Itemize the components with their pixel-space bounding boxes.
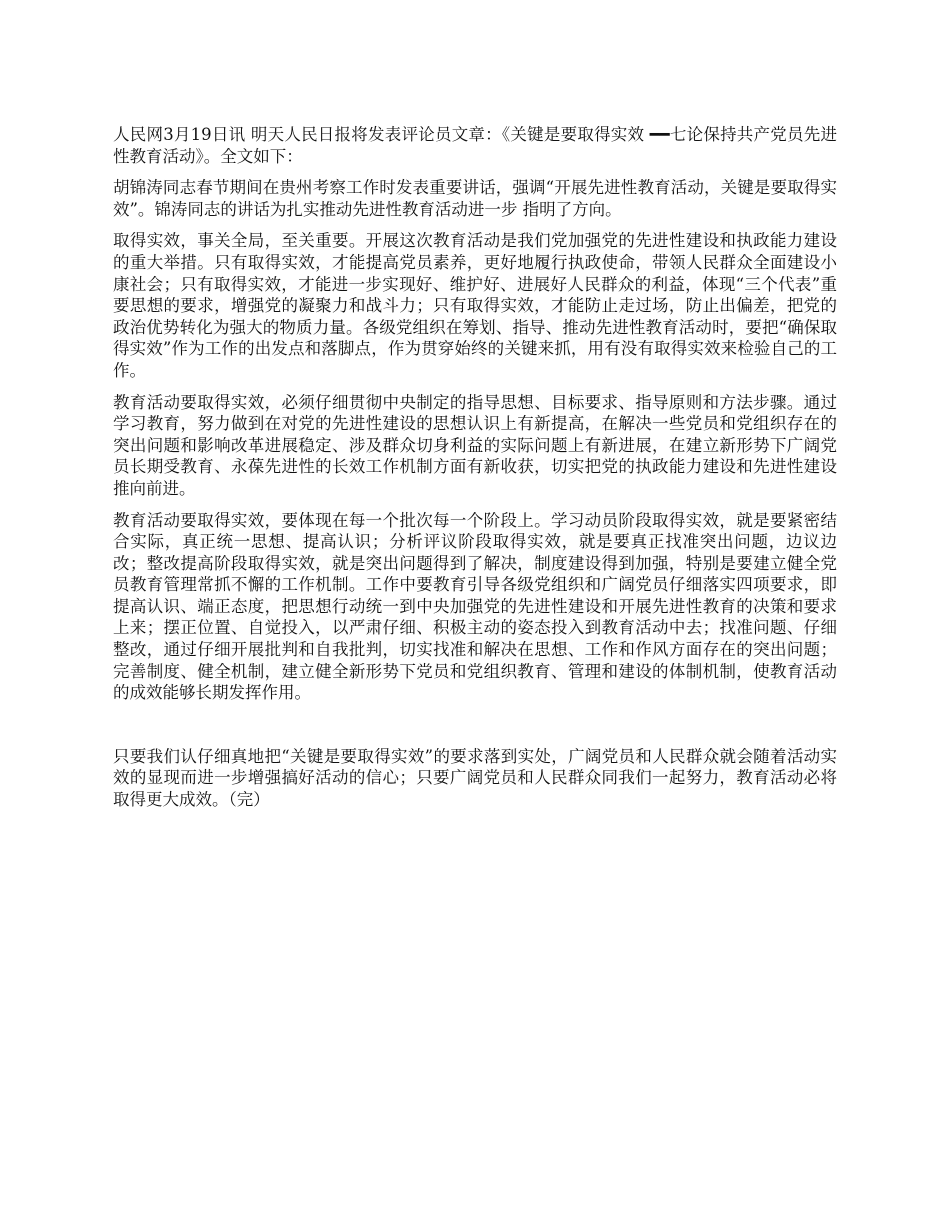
- body-paragraph: 胡锦涛同志春节期间在贵州考察工作时发表重要讲话，强调“开展先进性教育活动，关键是要取得实效”。锦涛同志的讲话为扎实推动先进性教育活动进一步 指明了方向。: [113, 178, 837, 219]
- closing-paragraph: 只要我们认仔细真地把“关键是要取得实效”的要求落到实处，广阔党员和人民群众就会随着活动实效的显现而进一步增强搞好活动的信心；只要广阔党员和人民群众同我们一起努力，教育活动必将取得更大成效。（完）: [113, 746, 837, 810]
- intro-paragraph: 人民网3月19日讯 明天人民日报将发表评论员文章：《关键是要取得实效 ━━七论保持共产党员先进性教育活动》。全文如下：: [113, 125, 837, 166]
- body-paragraph: 教育活动要取得实效，必须仔细贯彻中央制定的指导思想、目标要求、指导原则和方法步骤。通过学习教育，努力做到在对党的先进性建设的思想认识上有新提高，在解决一些党员和党组织存在的突出问题和影响改革进展稳定、涉及群众切身利益的实际问题上有新进展，在建立新形势下广阔党员长期受教育、永葆先进性的长效工作机制方面有新收获，切实把党的执政能力建设和先进性建设推向前进。: [113, 392, 837, 498]
- body-paragraph: 教育活动要取得实效，要体现在每一个批次每一个阶段上。学习动员阶段取得实效，就是要紧密结合实际，真正统一思想、提高认识；分析评议阶段取得实效，就是要真正找准突出问题，边议边改；整改提高阶段取得实效，就是突出问题得到了解决，制度建设得到加强，特别是要建立健全党员教育管理常抓不懈的工作机制。工作中要教育引导各级党组织和广阔党员仔细落实四项要求，即提高认识、端正态度，把思想行动统一到中央加强党的先进性建设和开展先进性教育的决策和要求上来；摆正位置、自觉投入，以严肃仔细、积极主动的姿态投入到教育活动中去；找准问题、仔细整改，通过仔细开展批判和自我批判，切实找准和解决在思想、工作和作风方面存在的突出问题；完善制度、健全机制，建立健全新形势下党员和党组织教育、管理和建设的体制机制，使教育活动的成效能够长期发挥作用。: [113, 510, 837, 703]
- article-body: [113, 124, 837, 821]
- body-paragraph: 取得实效，事关全局，至关重要。开展这次教育活动是我们党加强党的先进性建设和执政能力建设的重大举措。只有取得实效，才能提高党员素养，更好地履行执政使命，带领人民群众全面建设小康社会；只有取得实效，才能进一步实现好、维护好、进展好人民群众的利益，体现“三个代表”重要思想的要求，增强党的凝聚力和战斗力；只有取得实效，才能防止走过场，防止出偏差，把党的政治优势转化为强大的物质力量。各级党组织在筹划、指导、推动先进性教育活动时，要把“确保取得实效”作为工作的出发点和落脚点，作为贯穿始终的关键来抓，用有没有取得实效来检验自己的工作。: [113, 231, 837, 380]
